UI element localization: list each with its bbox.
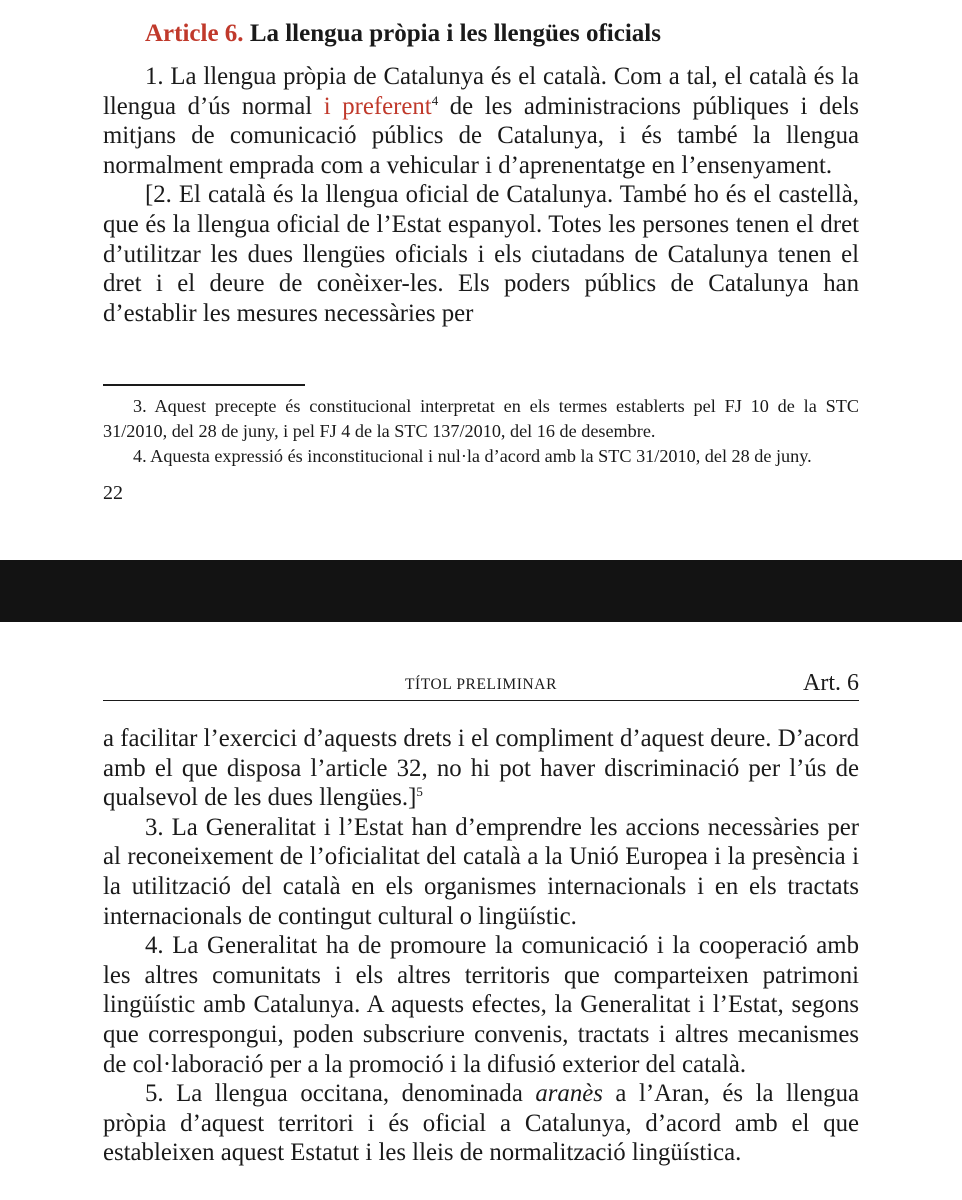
paragraph-3: 3. La Generalitat i l’Estat han d’emprendre les accions necessàries per al reconeixement de l’oficialitat del català a la Unió Europea i la presència i la utilització del català en els organismes internacionals i en els tractats internacionals de contingut cultural o lingüístic. xyxy=(103,813,859,930)
article-body-top xyxy=(103,62,859,328)
footnote-3: 3. Aquest precepte és constitucional interpretat en els termes establerts pel FJ 10 de la STC 31/2010, del 28 de juny, i pel FJ 4 de la STC 137/2010, del 16 de desembre. xyxy=(103,396,859,441)
article-heading xyxy=(145,18,661,50)
paragraph-5-text-end: a l’Aran, és la llengua pròpia d’aquest territori i és oficial a Catalunya, d’acord amb el que estableixen aquest Estatut i les lleis de normalització lingüística. xyxy=(103,1080,859,1167)
continuation-text: a facilitar l’exercici d’aquests drets i el compliment d’aquest deure. D’acord amb el que disposa l’article 32, no hi pot haver discriminació per l’ús de qualsevol de les dues llengües.] xyxy=(103,725,859,812)
footnote-4: 4. Aquesta expressió és inconstitucional i nul·la d’acord amb la STC 31/2010, del 28 de juny. xyxy=(133,446,812,466)
footnote-mark-5: 5 xyxy=(416,784,423,800)
page-bottom xyxy=(0,622,962,1200)
page-top xyxy=(0,0,962,560)
page-separator xyxy=(0,560,962,622)
footnotes xyxy=(103,394,859,469)
paragraph-1-text: 1. La llengua pròpia de Catalunya és el català. Com a tal, el català és la llengua d’ús normal xyxy=(103,63,859,120)
footnote-rule xyxy=(103,384,305,386)
paragraph-5-text: 5. La llengua occitana, denominada xyxy=(145,1080,536,1108)
paragraph-5 xyxy=(103,1079,859,1168)
italic-term: aranès xyxy=(535,1080,603,1108)
article-number: Article 6. xyxy=(145,20,244,47)
paragraph-1-text-end: de les administracions públiques i dels mitjans de comunicació públics de Catalunya, i és també la llengua normalment emprada com a vehicular i d’aprenentatge en l’ensenyament. xyxy=(103,92,859,179)
footnote-mark-4: 4 xyxy=(431,92,439,108)
paragraph-4: 4. La Generalitat ha de promoure la comunicació i la cooperació amb les altres comunitats i els altres territoris que comparteixen patrimoni lingüístic amb Catalunya. A aquests efectes, la Generalitat i l’Estat, segons que correspongui, poden subscriure convenis, tractats i altres mecanismes de col·laboració per a la promoció i la difusió exterior del català. xyxy=(103,932,859,1078)
continuation-paragraph xyxy=(103,724,859,813)
struck-expression: i preferent xyxy=(323,92,432,120)
article-title: La llengua pròpia i les llengües oficials xyxy=(249,20,661,47)
article-body-bottom xyxy=(103,724,859,1168)
paragraph-1 xyxy=(103,62,859,180)
running-head-article: Art. 6 xyxy=(803,670,859,696)
page-number: 22 xyxy=(103,482,123,504)
paragraph-2: [2. El català és la llengua oficial de Catalunya. També ho és el castellà, que és la llengua oficial de l’Estat espanyol. Totes les persones tenen el dret d’utilitzar les dues llengües oficials i els ciutadans de Catalunya tenen el dret i el deure de conèixer-les. Els poders públics de Catalunya han d’establir les mesures necessàries per xyxy=(103,181,859,327)
running-head-title: TÍTOL PRELIMINAR xyxy=(404,676,558,693)
running-head xyxy=(103,670,859,701)
